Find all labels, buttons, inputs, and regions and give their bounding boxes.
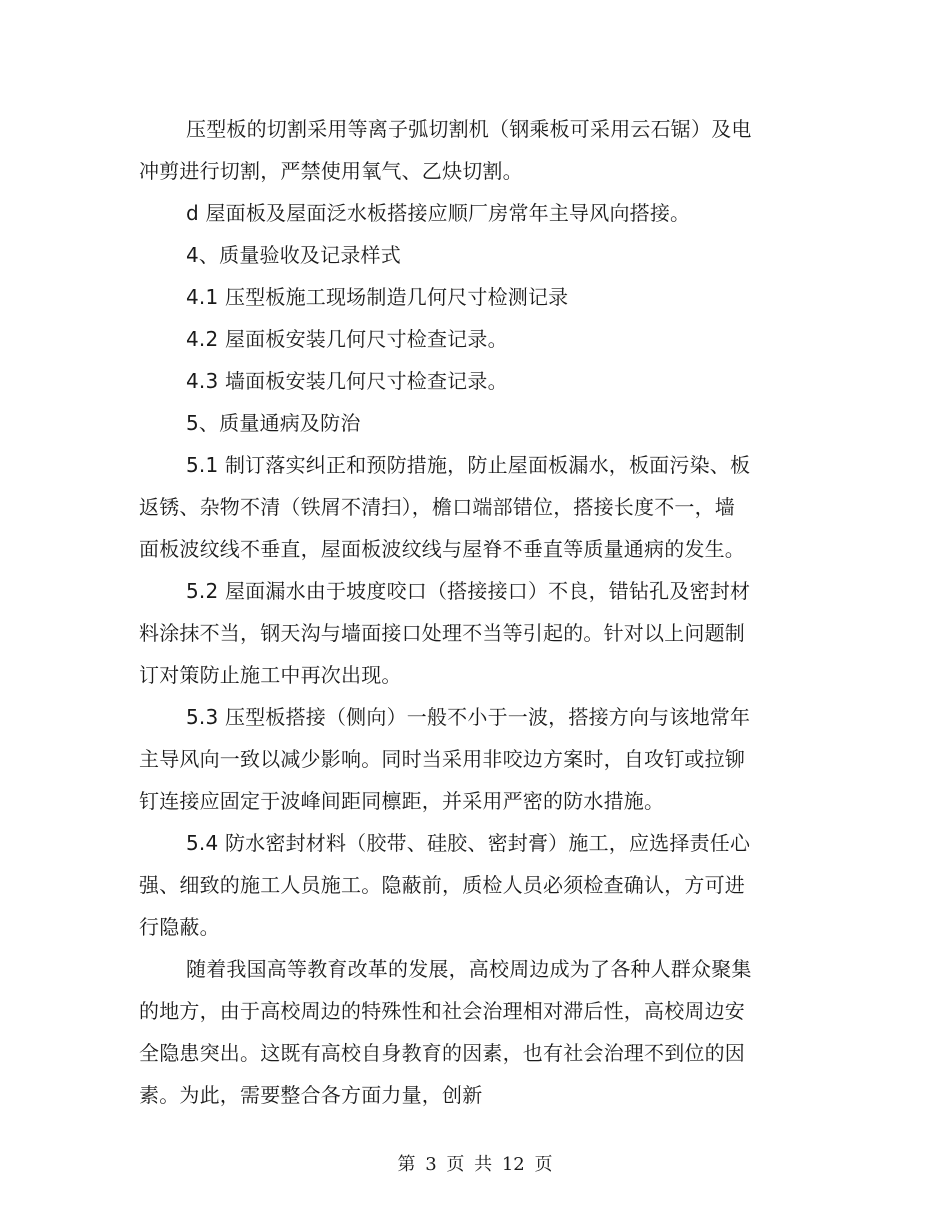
paragraph-lap-direction [139, 192, 764, 234]
list-item-4-2 [139, 318, 764, 360]
section-heading-acceptance [139, 234, 764, 276]
text-line: 钉连接应固定于波峰间距同檩距，并采用严密的防水措施。 [139, 789, 665, 813]
text-line: 面板波纹线不垂直，屋面板波纹线与屋脊不垂直等质量通病的发生。 [139, 537, 745, 561]
text-line: 订对策防止施工中再次出现。 [139, 663, 402, 687]
text-line: 5、质量通病及防治 [186, 411, 361, 435]
text-line: 素。为此，需要整合各方面力量，创新 [139, 1083, 483, 1107]
paragraph-5-2 [139, 570, 764, 696]
list-item-4-1 [139, 276, 764, 318]
text-line: 4.3 墙面板安装几何尺寸检查记录。 [186, 369, 508, 393]
paragraph-5-1 [139, 444, 764, 570]
paragraph-5-3 [139, 696, 764, 822]
text-line: 4.2 屋面板安装几何尺寸检查记录。 [186, 327, 508, 351]
text-line: 4.1 压型板施工现场制造几何尺寸检测记录 [186, 285, 569, 309]
paragraph-cutting [139, 108, 764, 192]
text-line: 4、质量验收及记录样式 [186, 243, 401, 267]
text-line: 冲剪进行切割，严禁使用氧气、乙炔切割。 [139, 159, 523, 183]
list-item-4-3 [139, 360, 764, 402]
text-line: 主导风向一致以减少影响。同时当采用非咬边方案时，自攻钉或拉铆 [139, 747, 745, 771]
text-line: 压型板的切割采用等离子弧切割机（钢乘板可采用云石锯）及电 [186, 117, 752, 141]
paragraph-5-4 [139, 822, 764, 948]
text-line: 行隐蔽。 [139, 915, 220, 939]
text-line: 5.2 屋面漏水由于坡度咬口（搭接接口）不良，错钻孔及密封材 [186, 579, 751, 603]
section-heading-defects [139, 402, 764, 444]
text-line: 5.3 压型板搭接（侧向）一般不小于一波，搭接方向与该地常年 [186, 705, 751, 729]
text-line: 全隐患突出。这既有高校自身教育的因素，也有社会治理不到位的因 [139, 1041, 745, 1065]
text-line: 强、细致的施工人员施工。隐蔽前，质检人员必须检查确认，方可进 [139, 873, 745, 897]
body-text [139, 108, 764, 1116]
text-line: 料涂抹不当，钢天沟与墙面接口处理不当等引起的。针对以上问题制 [139, 621, 745, 645]
paragraph-campus-safety [139, 948, 764, 1116]
text-line: 的地方，由于高校周边的特殊性和社会治理相对滞后性，高校周边安 [139, 999, 745, 1023]
text-line: 返锈、杂物不清（铁屑不清扫），檐口端部错位，搭接长度不一，墙 [139, 495, 735, 519]
page-number-footer: 第 3 页 共 12 页 [397, 1154, 553, 1175]
text-line: 随着我国高等教育改革的发展，高校周边成为了各种人群众聚集 [186, 957, 752, 981]
text-line: 5.1 制订落实纠正和预防措施，防止屋面板漏水，板面污染、板 [186, 453, 751, 477]
text-line: d 屋面板及屋面泛水板搭接应顺厂房常年主导风向搭接。 [186, 201, 691, 225]
text-line: 5.4 防水密封材料（胶带、硅胶、密封膏）施工，应选择责任心 [186, 831, 751, 855]
